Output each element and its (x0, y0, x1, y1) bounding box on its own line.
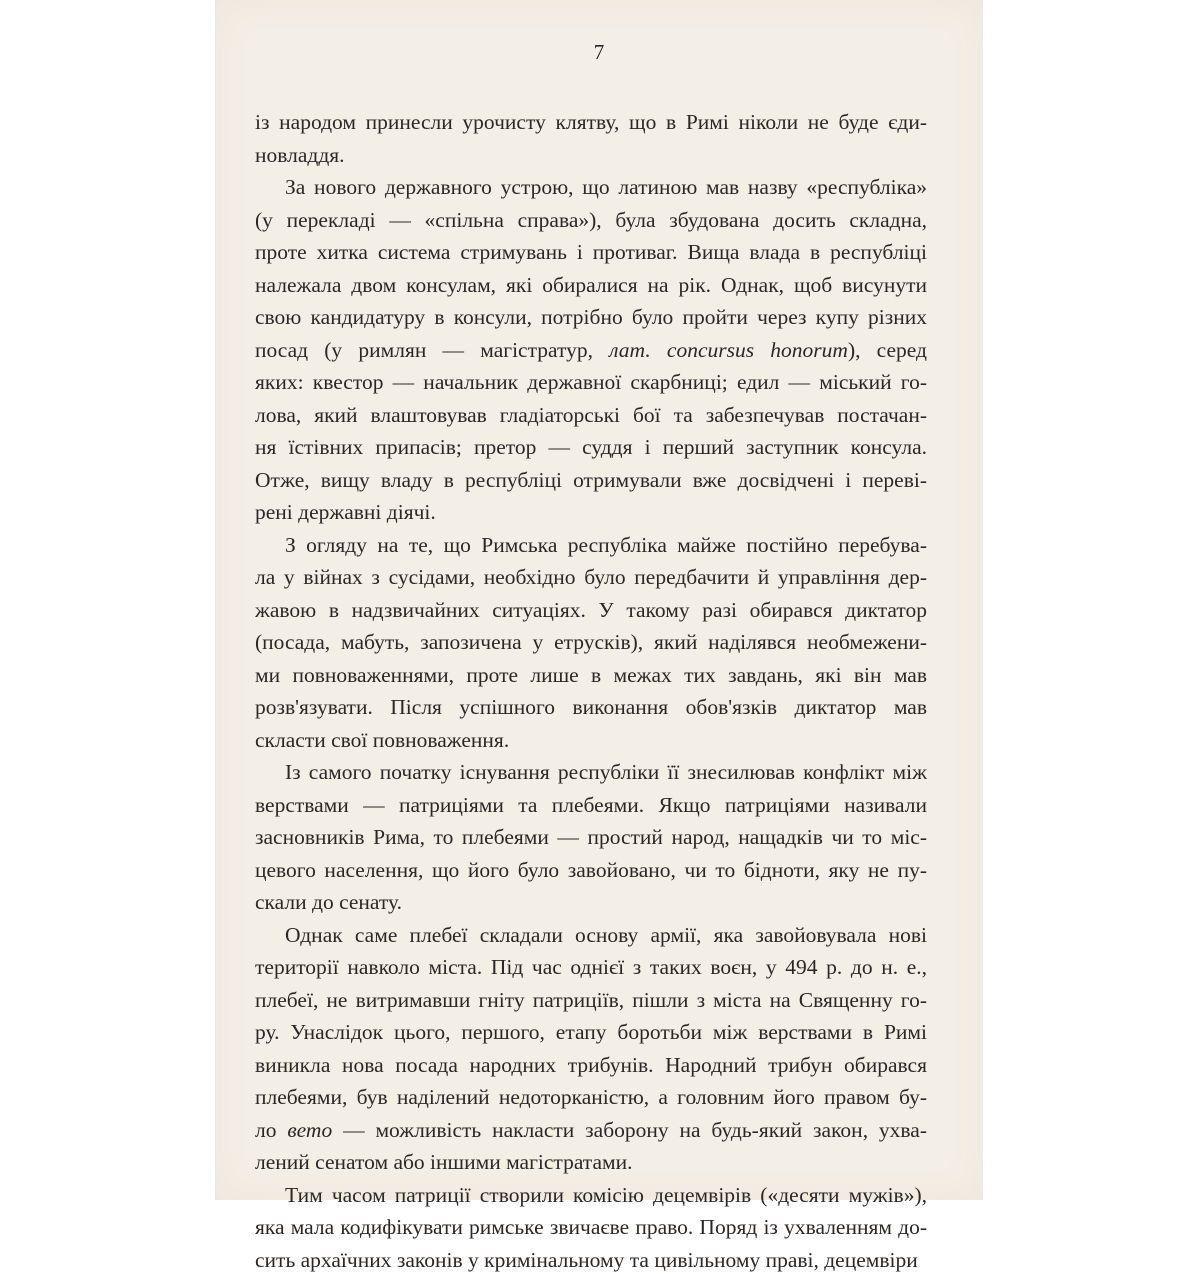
text-run: проте хитка система стримувань і противаг. Вища влада в республіці (255, 240, 927, 264)
text-line (255, 1244, 927, 1276)
text-run: території навколо міста. Під час однієї з таких воєн, у 494 р. до н. е., (255, 955, 927, 979)
text-run: (у перекладі — «спільна справа»), була збудована досить складна, (255, 208, 927, 232)
text-run: ня їстівних припасів; претор — суддя і перший заступник консула. (255, 435, 927, 459)
text-run: скали до сенату. (255, 890, 402, 914)
text-run: верствами — патриціями та плебеями. Якщо патриціями називали (255, 793, 927, 817)
paragraph (255, 171, 927, 529)
text-run: розв'язувати. Після успішного виконання обов'язків диктатор мав (255, 695, 927, 719)
text-run: Отже, вищу владу в республіці отримували вже досвідчені і переві- (255, 468, 927, 492)
text-run: Тим часом патриції створили комісію децемвірів («десяти мужів»), (285, 1183, 927, 1207)
text-line (255, 529, 927, 562)
paragraph (255, 919, 927, 1179)
text-line (255, 236, 927, 269)
text-run: ), серед (848, 338, 927, 362)
text-line (255, 1016, 927, 1049)
text-line (255, 756, 927, 789)
text-line (255, 561, 927, 594)
text-run: новладдя. (255, 143, 345, 167)
text-run: яка мала кодифікувати римське звичаєве право. Поряд із ухваленням до- (255, 1215, 927, 1239)
text-run: цевого населення, що його було завойовано, чи то бідноти, яку не пу- (255, 858, 927, 882)
italic-text-run: вето (287, 1118, 332, 1142)
text-run: — можливість накласти заборону на будь-який закон, ухва- (332, 1118, 927, 1142)
text-line (255, 984, 927, 1017)
page-number: 7 (215, 40, 983, 65)
text-line (255, 919, 927, 952)
text-run: Із самого початку існування республіки її знесилював конфлікт між (285, 760, 927, 784)
text-run: лений сенатом або іншими магістратами. (255, 1150, 633, 1174)
text-line (255, 269, 927, 302)
paragraph (255, 106, 927, 171)
text-line (255, 204, 927, 237)
text-run: За нового державного устрою, що латиною мав назву «республіка» (285, 175, 927, 199)
book-page (215, 0, 983, 1200)
paragraph (255, 529, 927, 757)
text-line (255, 886, 927, 919)
text-line (255, 1211, 927, 1244)
text-line (255, 821, 927, 854)
text-run: жавою в надзвичайних ситуаціях. У такому разі обирався диктатор (255, 598, 927, 622)
text-line (255, 399, 927, 432)
text-run: із народом принесли урочисту клятву, що в Римі ніколи не буде єди- (255, 110, 927, 134)
text-run: посад (у римлян — магістратур, (255, 338, 609, 362)
text-run: плебеї, не витримавши гніту патриціїв, пішли з міста на Священну го- (255, 988, 927, 1012)
text-line (255, 139, 927, 172)
text-run: скласти свої повноваження. (255, 728, 509, 752)
text-line (255, 171, 927, 204)
text-line (255, 366, 927, 399)
text-line (255, 691, 927, 724)
text-line (255, 496, 927, 529)
text-line (255, 464, 927, 497)
body-text (255, 106, 927, 1276)
text-line (255, 1114, 927, 1147)
paragraph (255, 1179, 927, 1276)
text-line (255, 659, 927, 692)
text-line (255, 334, 927, 367)
text-run: засновників Рима, то плебеями — простий народ, нащадків чи то міс- (255, 825, 927, 849)
text-line (255, 301, 927, 334)
text-run: (посада, мабуть, запозичена у етрусків), який наділявся необмежени- (255, 630, 927, 654)
text-line (255, 1146, 927, 1179)
text-line (255, 594, 927, 627)
text-line (255, 431, 927, 464)
text-run: лова, який влаштовував гладіаторські бої та забезпечував постачан- (255, 403, 927, 427)
text-line (255, 1081, 927, 1114)
text-run: ми повноваженнями, проте лише в межах тих завдань, які він мав (255, 663, 927, 687)
text-run: яких: квестор — начальник державної скарбниці; едил — міський го- (255, 370, 927, 394)
text-run: сить архаїчних законів у кримінальному та цивільному праві, децемвіри (255, 1248, 918, 1272)
italic-text-run: лат. concursus honorum (609, 338, 848, 362)
text-run: Однак саме плебеї складали основу армії, яка завойовувала нові (285, 923, 927, 947)
text-run: З огляду на те, що Римська республіка майже постійно перебува- (285, 533, 927, 557)
text-line (255, 951, 927, 984)
text-line (255, 789, 927, 822)
text-line (255, 626, 927, 659)
text-run: ла у війнах з сусідами, необхідно було передбачити й управління дер- (255, 565, 927, 589)
text-line (255, 724, 927, 757)
text-run: ру. Унаслідок цього, першого, етапу боротьби між верствами в Римі (255, 1020, 927, 1044)
text-line (255, 1179, 927, 1212)
paragraph (255, 756, 927, 919)
text-run: плебеями, був наділений недоторканістю, а головним його правом бу- (255, 1085, 927, 1109)
text-line (255, 1049, 927, 1082)
text-run: належала двом консулам, які обиралися на рік. Однак, щоб висунути (255, 273, 927, 297)
text-run: рені державні діячі. (255, 500, 436, 524)
text-line (255, 854, 927, 887)
text-run: свою кандидатуру в консули, потрібно було пройти через купу різних (255, 305, 927, 329)
text-run: виникла нова посада народних трибунів. Народний трибун обирався (255, 1053, 927, 1077)
text-run: ло (255, 1118, 287, 1142)
text-line (255, 106, 927, 139)
